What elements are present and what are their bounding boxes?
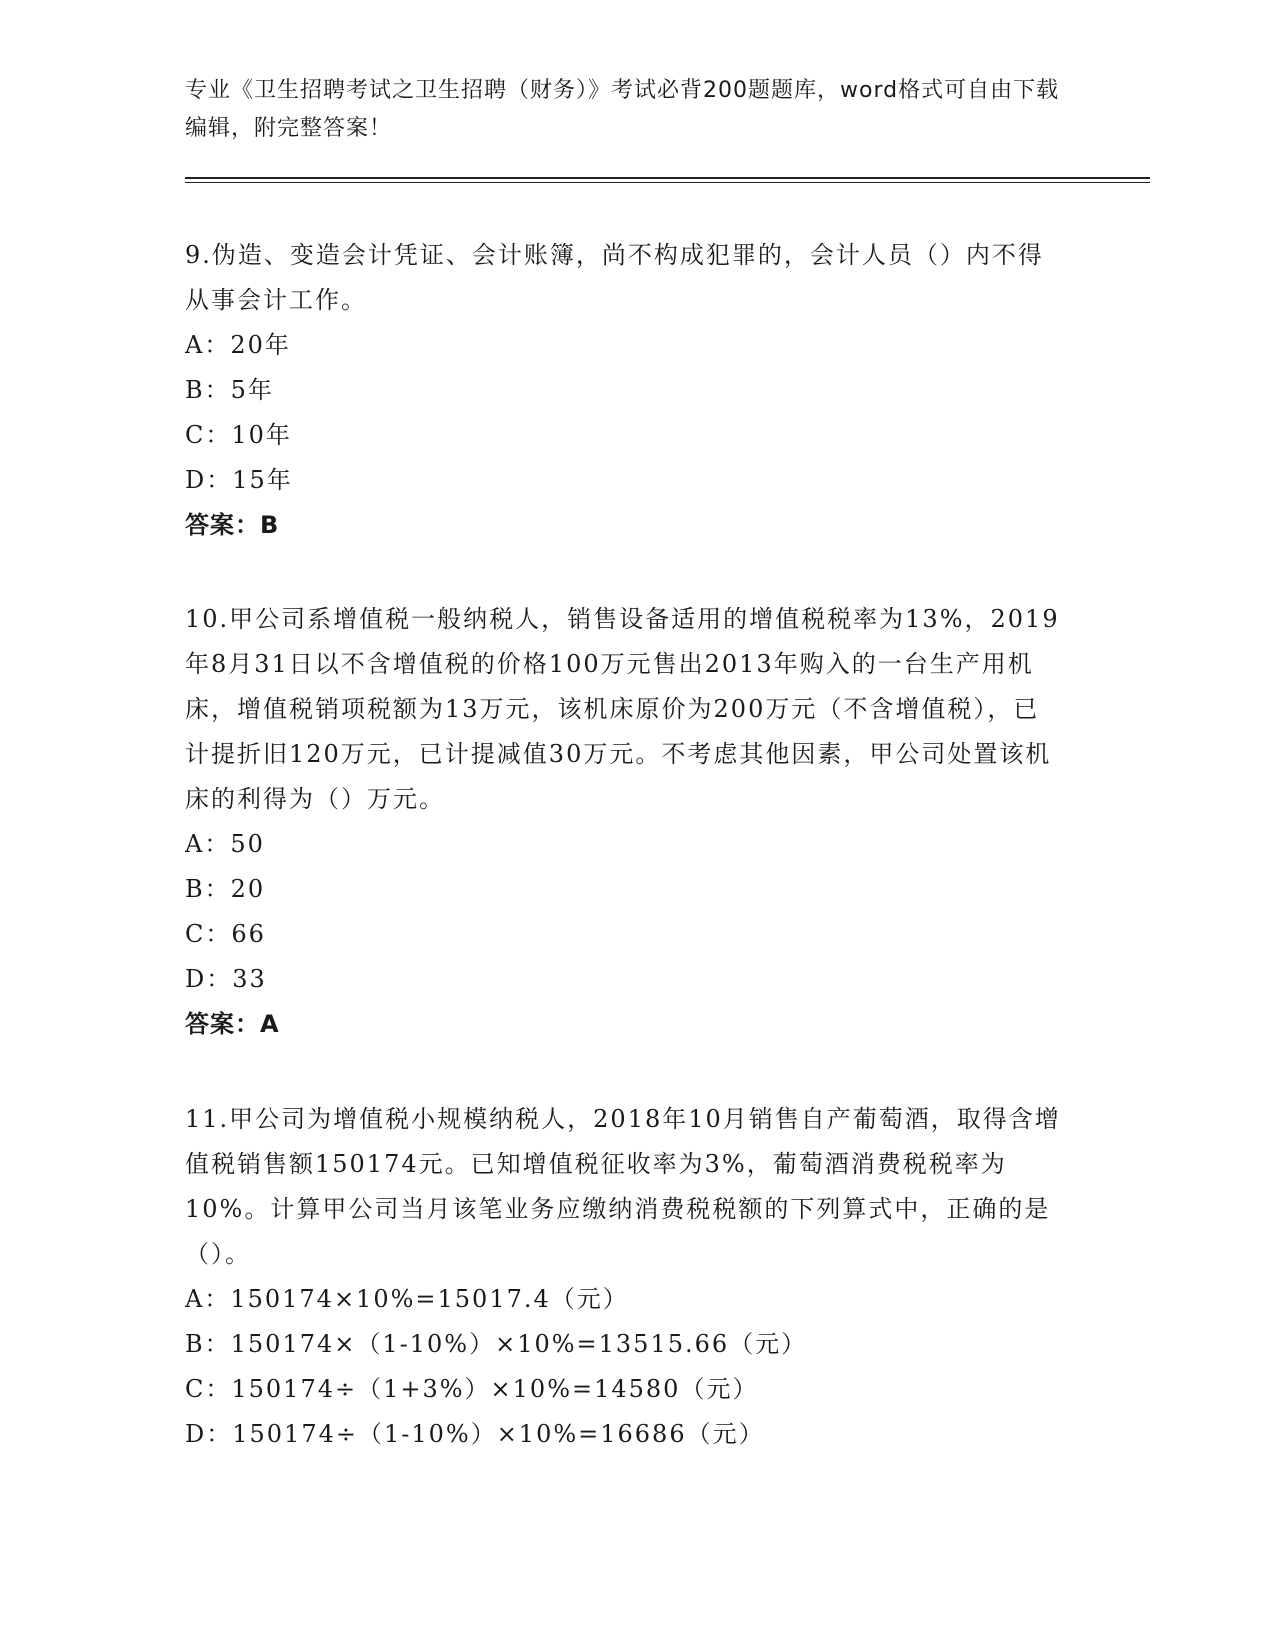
option-b: B：150174×（1-10%）×10%=13515.66（元） bbox=[185, 1330, 808, 1358]
option-c: C：150174÷（1+3%）×10%=14580（元） bbox=[185, 1375, 759, 1403]
header-divider-thin bbox=[185, 182, 1150, 183]
option-c: C：10年 bbox=[185, 421, 292, 449]
option-c: C：66 bbox=[185, 920, 266, 948]
option-a: A：20年 bbox=[185, 331, 291, 359]
question-10 bbox=[185, 597, 1065, 1047]
option-a: A：150174×10%=15017.4（元） bbox=[185, 1285, 629, 1313]
option-d: D：33 bbox=[185, 965, 267, 993]
answer: 答案：B bbox=[185, 511, 280, 539]
option-d: D：150174÷（1-10%）×10%=16686（元） bbox=[185, 1420, 765, 1448]
question-stem: 10.甲公司系增值税一般纳税人，销售设备适用的增值税税率为13%，2019年8月31日以不含增值税的价格100万元售出2013年购入的一台生产用机床，增值税销项税额为13万元，该机床原价为200万元（不含增值税），已计提折旧120万元，已计提减值30万元。不考虑其他因素，甲公司处置该机床的利得为（）万元。 bbox=[185, 605, 1060, 813]
question-stem: 11.甲公司为增值税小规模纳税人，2018年10月销售自产葡萄酒，取得含增值税销售额150174元。已知增值税征收率为3%，葡萄酒消费税税率为10%。计算甲公司当月该笔业务应缴纳消费税税额的下列算式中，正确的是（）。 bbox=[185, 1105, 1061, 1268]
document-header: 专业《卫生招聘考试之卫生招聘（财务）》考试必背200题题库，word格式可自由下载编辑，附完整答案！ bbox=[185, 78, 1060, 141]
option-a: A：50 bbox=[185, 830, 265, 858]
question-stem: 9.伪造、变造会计凭证、会计账簿，尚不构成犯罪的，会计人员（）内不得从事会计工作。 bbox=[185, 241, 1044, 314]
question-9 bbox=[185, 233, 1065, 548]
question-11 bbox=[185, 1097, 1065, 1457]
answer: 答案：A bbox=[185, 1010, 280, 1038]
header-divider-thick bbox=[185, 177, 1150, 179]
option-b: B：20 bbox=[185, 875, 266, 903]
option-d: D：15年 bbox=[185, 466, 293, 494]
option-b: B：5年 bbox=[185, 376, 274, 404]
